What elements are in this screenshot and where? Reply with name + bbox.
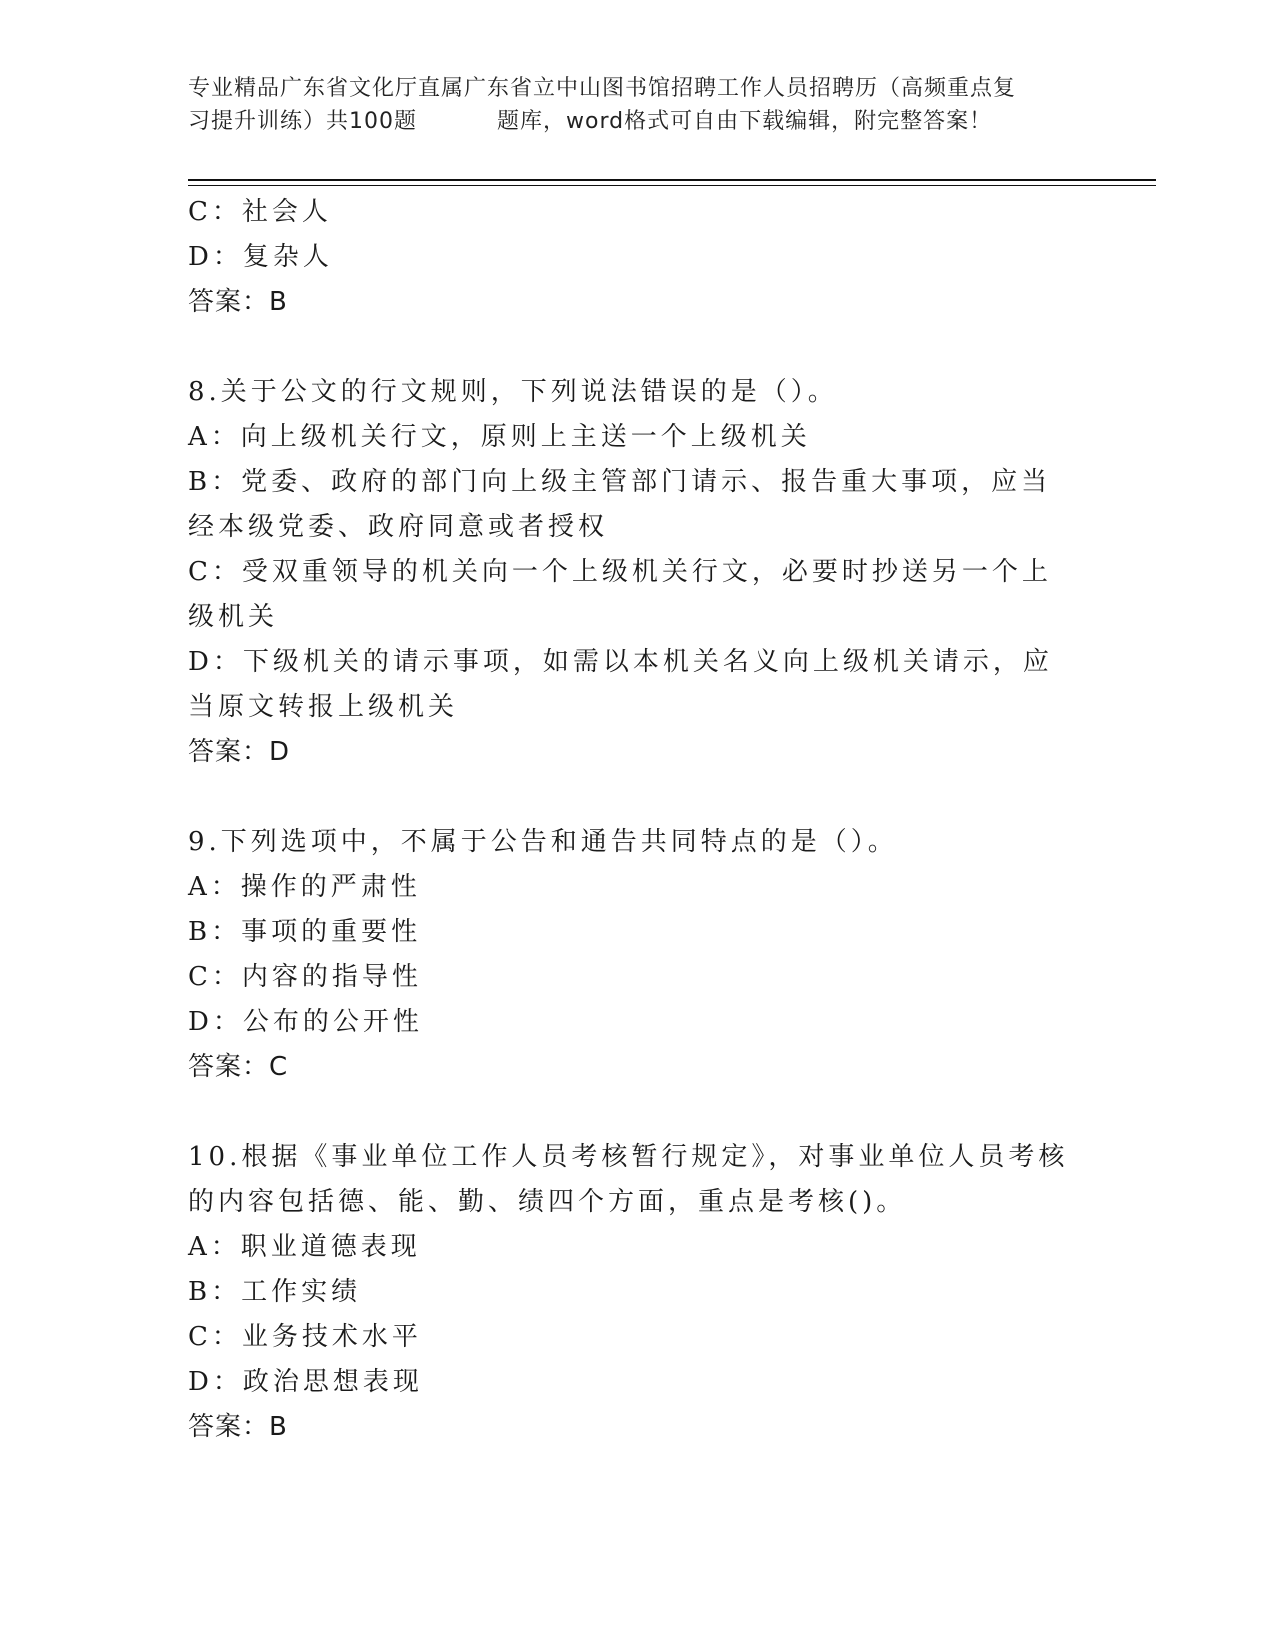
question-10 [188,1135,1078,1450]
q10-option-c: C：业务技术水平 [188,1322,422,1352]
q10-option-d: D：政治思想表现 [188,1367,423,1397]
q8-answer: 答案：D [188,737,291,767]
q10-question: 10.根据《事业单位工作人员考核暂行规定》，对事业单位人员考核的内容包括德、能、勤、绩四个方面，重点是考核()。 [188,1142,1069,1217]
q9-option-c: C：内容的指导性 [188,962,422,992]
q8-question: 8.关于公文的行文规则，下列说法错误的是（）。 [188,377,838,407]
header-title-line-1: 专业精品广东省文化厅直属广东省立中山图书馆招聘工作人员招聘历（高频重点复 [188,76,1017,101]
header-title-line-2 [188,105,1088,138]
q9-option-b: B：事项的重要性 [188,917,422,947]
q7-option-d: D：复杂人 [188,242,333,272]
q8-option-b: B：党委、政府的部门向上级主管部门请示、报告重大事项，应当经本级党委、政府同意或者授权 [188,467,1052,542]
q7-answer: 答案：B [188,287,288,317]
question-7-tail [188,190,1078,325]
q9-question: 9.下列选项中，不属于公告和通告共同特点的是（）。 [188,827,898,857]
header-rule-thin [188,185,1156,186]
q8-option-d: D：下级机关的请示事项，如需以本机关名义向上级机关请示，应当原文转报上级机关 [188,647,1053,722]
header-rule-thick [188,179,1156,181]
q9-answer: 答案：C [188,1052,289,1082]
q9-option-d: D：公布的公开性 [188,1007,423,1037]
q8-option-a: A：向上级机关行文，原则上主送一个上级机关 [188,422,811,452]
header-title-line-2-part-2: 题库，word格式可自由下载编辑，附完整答案！ [497,109,993,134]
q9-option-a: A：操作的严肃性 [188,872,421,902]
question-list [188,190,1078,1450]
page-header [188,72,1088,138]
q8-option-c: C：受双重领导的机关向一个上级机关行文，必要时抄送另一个上级机关 [188,557,1052,632]
q10-answer: 答案：B [188,1412,288,1442]
header-title-line-2-part-1: 习提升训练）共100题 [188,109,417,134]
question-9 [188,820,1078,1090]
q7-option-c: C：社会人 [188,197,332,227]
question-8 [188,370,1078,775]
q10-option-a: A：职业道德表现 [188,1232,421,1262]
q10-option-b: B：工作实绩 [188,1277,362,1307]
